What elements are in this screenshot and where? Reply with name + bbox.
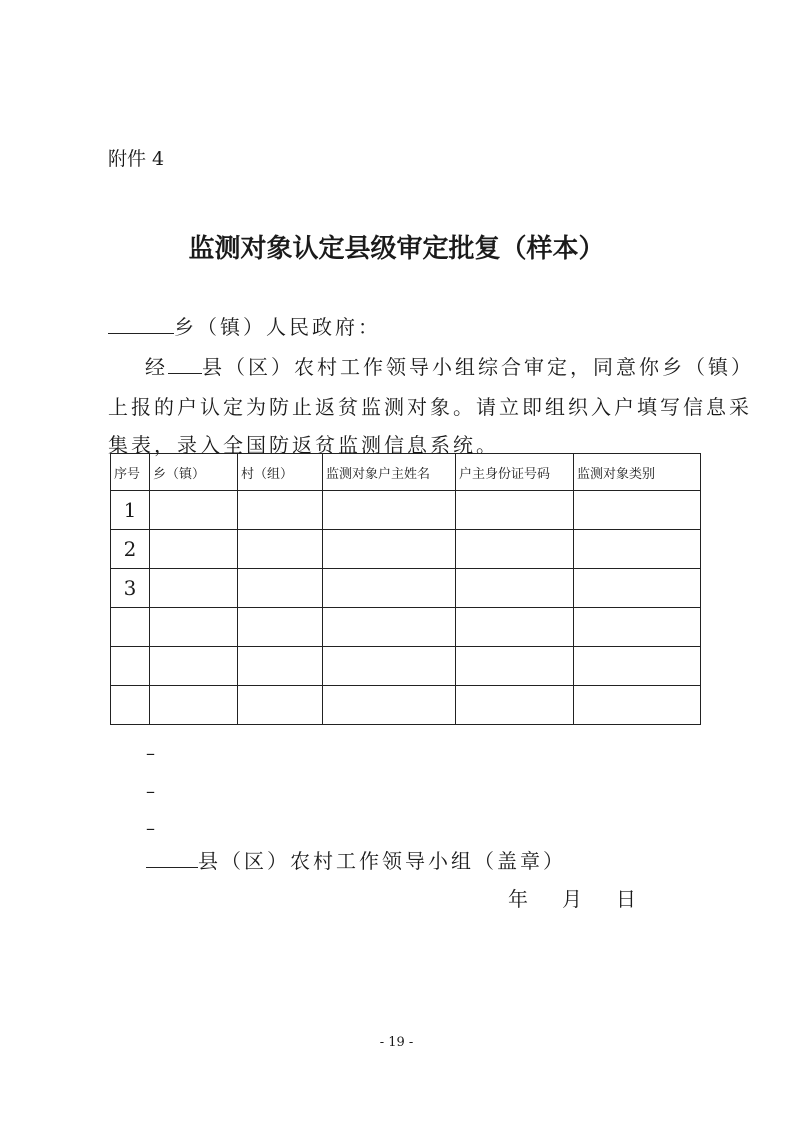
- table-cell: [323, 530, 456, 569]
- table-cell: [323, 647, 456, 686]
- table-cell: [323, 569, 456, 608]
- blank-township-underline: [108, 315, 174, 334]
- header-id-number: 户主身份证号码: [456, 454, 574, 491]
- header-category: 监测对象类别: [574, 454, 701, 491]
- header-village: 村（组）: [238, 454, 323, 491]
- table-cell: [150, 686, 238, 725]
- paragraph-prefix: 经: [145, 355, 168, 379]
- date-month: 月: [562, 887, 582, 911]
- salutation-text: 乡（镇）人民政府：: [174, 315, 381, 339]
- dash-mark: –: [146, 743, 155, 764]
- table-row: [111, 569, 701, 608]
- blank-county-underline: [146, 849, 198, 868]
- salutation-line: [108, 311, 381, 340]
- table-cell: [238, 530, 323, 569]
- table-cell: [238, 491, 323, 530]
- paragraph-line-1-text: 县（区）农村工作领导小组综合审定，同意你乡（镇）: [202, 355, 754, 379]
- date-year: 年: [508, 887, 528, 911]
- table-cell: [150, 608, 238, 647]
- table-cell: [323, 491, 456, 530]
- table-cell: [111, 608, 150, 647]
- table-cell: [323, 608, 456, 647]
- table-cell: [574, 530, 701, 569]
- table-cell: [574, 647, 701, 686]
- table-cell: [456, 530, 574, 569]
- table-cell: [111, 647, 150, 686]
- table-cell: [456, 569, 574, 608]
- table-cell: 3: [111, 569, 150, 608]
- table-cell: [574, 491, 701, 530]
- table-cell: [574, 686, 701, 725]
- table-cell: [456, 686, 574, 725]
- monitoring-table: [110, 453, 701, 725]
- header-serial: 序号: [111, 454, 150, 491]
- date-line: [508, 883, 670, 912]
- header-township: 乡（镇）: [150, 454, 238, 491]
- header-head-name: 监测对象户主姓名: [323, 454, 456, 491]
- document-title: 监测对象认定县级审定批复（样本）: [188, 234, 605, 264]
- dash-mark: –: [146, 781, 155, 802]
- table-cell: [238, 686, 323, 725]
- dash-mark: –: [146, 818, 155, 839]
- attachment-label: 附件 4: [108, 148, 165, 170]
- paragraph-line-1: [145, 351, 754, 380]
- paragraph-line-2: 上报的户认定为防止返贫监测对象。请立即组织入户填写信息采: [108, 395, 752, 419]
- table-cell: [456, 608, 574, 647]
- signature-text: 县（区）农村工作领导小组（盖章）: [198, 849, 566, 873]
- table-row: [111, 608, 701, 647]
- table-cell: [574, 569, 701, 608]
- table-cell: [150, 530, 238, 569]
- signature-line: [146, 845, 566, 874]
- table-cell: [456, 647, 574, 686]
- table-header-row: [111, 454, 701, 491]
- table-cell: [150, 647, 238, 686]
- table-cell: 2: [111, 530, 150, 569]
- table-cell: [150, 491, 238, 530]
- date-day: 日: [616, 887, 636, 911]
- page-number: - 19 -: [379, 1035, 414, 1050]
- table-cell: [238, 608, 323, 647]
- paragraph-line-3: 集表，录入全国防返贫监测信息系统。: [108, 433, 499, 457]
- table-cell: [456, 491, 574, 530]
- table-row: [111, 530, 701, 569]
- table-row: [111, 647, 701, 686]
- table-cell: [238, 569, 323, 608]
- table-row: [111, 686, 701, 725]
- table-cell: [323, 686, 456, 725]
- table-cell: [150, 569, 238, 608]
- blank-county-underline: [168, 355, 202, 374]
- table-cell: [238, 647, 323, 686]
- table-cell: 1: [111, 491, 150, 530]
- table-cell: [111, 686, 150, 725]
- table-row: [111, 491, 701, 530]
- table-cell: [574, 608, 701, 647]
